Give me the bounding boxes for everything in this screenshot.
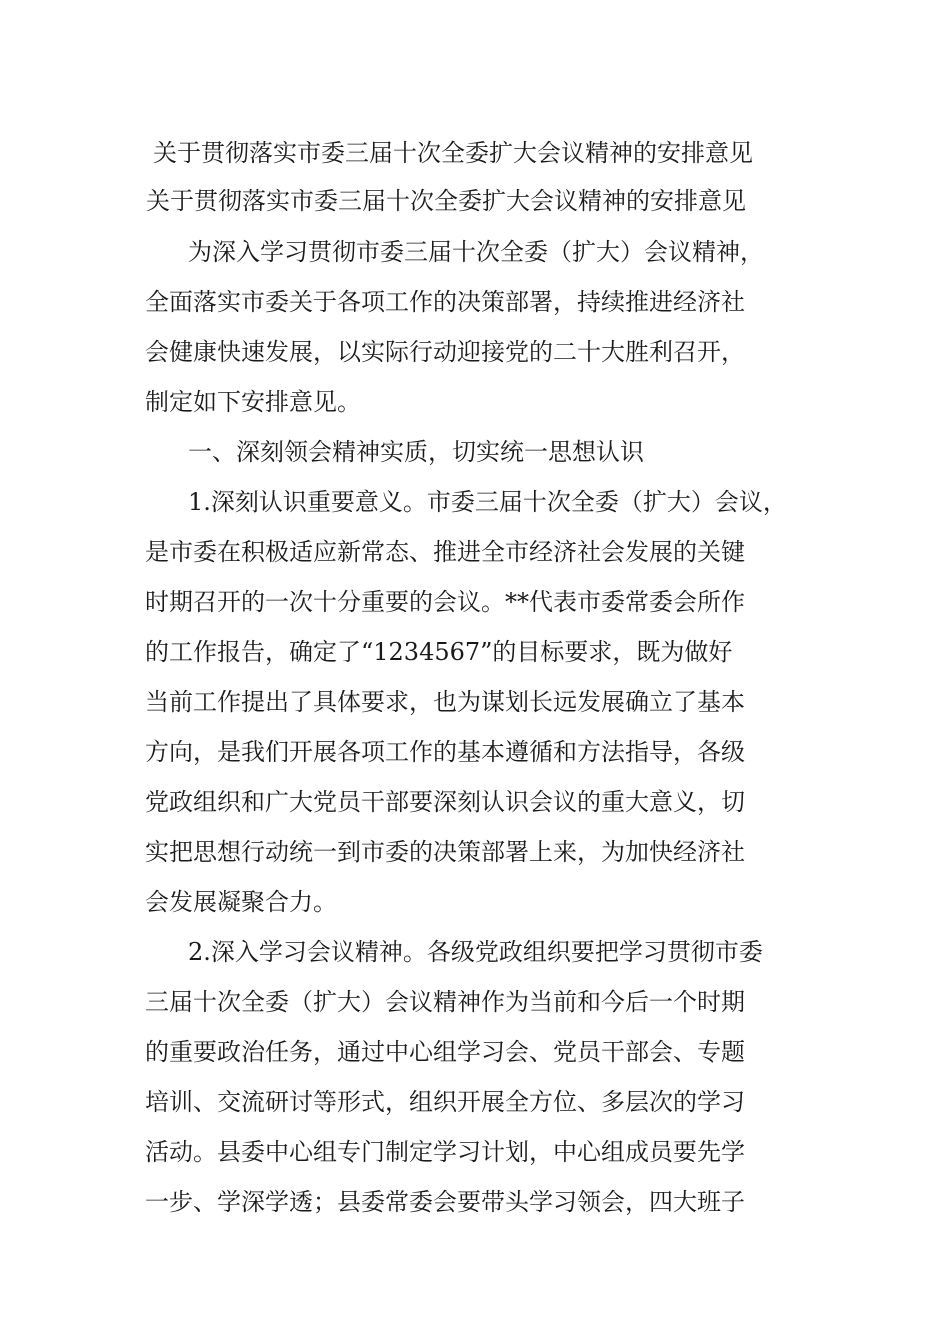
section-heading-1: 一、深刻领会精神实质，切实统一思想认识: [188, 438, 644, 466]
paragraph-item2-line: 培训、交流研讨等形式，组织开展全方位、多层次的学习: [145, 1088, 745, 1116]
paragraph-item1-line: 是市委在积极适应新常态、推进全市经济社会发展的关键: [145, 538, 745, 566]
paragraph-item1-line: 党政组织和广大党员干部要深刻认识会议的重大意义，切: [145, 788, 745, 816]
paragraph-item1-line: 实把思想行动统一到市委的决策部署上来，为加快经济社: [145, 838, 745, 866]
paragraph-item2-line: 2.深入学习会议精神。各级党政组织要把学习贯彻市委: [188, 938, 763, 966]
paragraph-item1-line: 1.深刻认识重要意义。市委三届十次全委（扩大）会议，: [188, 488, 787, 516]
paragraph-item2-line: 活动。县委中心组专门制定学习计划，中心组成员要先学: [145, 1138, 745, 1166]
document-title: 关于贯彻落实市委三届十次全委扩大会议精神的安排意见: [153, 139, 753, 167]
paragraph-item1-line: 的工作报告，确定了“1234567”的目标要求，既为做好: [145, 638, 733, 666]
paragraph-intro-line: 为深入学习贯彻市委三届十次全委（扩大）会议精神，: [188, 238, 764, 266]
document-title-repeat: 关于贯彻落实市委三届十次全委扩大会议精神的安排意见: [146, 187, 746, 215]
paragraph-item2-line: 三届十次全委（扩大）会议精神作为当前和今后一个时期: [145, 988, 745, 1016]
paragraph-intro-line: 会健康快速发展，以实际行动迎接党的二十大胜利召开，: [145, 338, 745, 366]
paragraph-item2-line: 一步、学深学透；县委常委会要带头学习领会，四大班子: [145, 1188, 745, 1216]
paragraph-item1-line: 时期召开的一次十分重要的会议。**代表市委常委会所作: [145, 588, 745, 616]
paragraph-intro-line: 制定如下安排意见。: [145, 388, 361, 416]
paragraph-intro-line: 全面落实市委关于各项工作的决策部署，持续推进经济社: [145, 288, 745, 316]
paragraph-item1-line: 方向，是我们开展各项工作的基本遵循和方法指导，各级: [145, 738, 745, 766]
paragraph-item1-line: 当前工作提出了具体要求，也为谋划长远发展确立了基本: [145, 688, 745, 716]
paragraph-item2-line: 的重要政治任务，通过中心组学习会、党员干部会、专题: [145, 1038, 745, 1066]
paragraph-item1-line: 会发展凝聚合力。: [145, 888, 337, 916]
